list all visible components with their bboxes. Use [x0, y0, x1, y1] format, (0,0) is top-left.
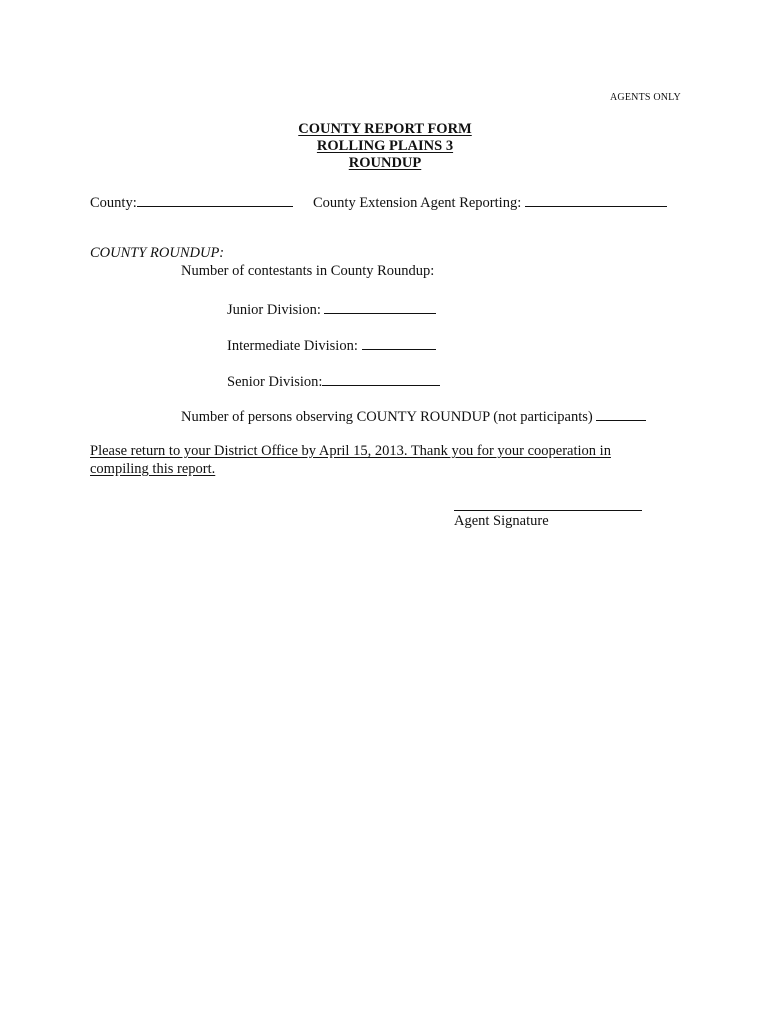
agents-only-label: AGENTS ONLY: [610, 92, 681, 103]
junior-division-row: [227, 299, 436, 319]
agent-label: County Extension Agent Reporting:: [313, 195, 522, 211]
contestants-label: Number of contestants in County Roundup:: [181, 263, 435, 279]
agent-input-line[interactable]: [525, 192, 667, 207]
county-field-row: [90, 192, 293, 212]
county-label: County:: [90, 195, 137, 211]
title-line-1: COUNTY REPORT FORM: [298, 121, 472, 137]
form-title: [0, 121, 770, 172]
return-instructions: Please return to your District Office by April 15, 2013. Thank you for your cooperation in compiling this report.: [90, 443, 611, 477]
intermediate-division-input-line[interactable]: [362, 335, 436, 350]
senior-division-label: Senior Division:: [227, 374, 323, 390]
observers-input-line[interactable]: [596, 406, 646, 421]
signature-label: Agent Signature: [454, 513, 549, 529]
agent-field-row: [313, 192, 667, 212]
intermediate-division-label: Intermediate Division:: [227, 338, 358, 354]
title-line-2: ROLLING PLAINS 3: [316, 138, 454, 154]
junior-division-label: Junior Division:: [227, 302, 321, 318]
signature-line[interactable]: [454, 510, 642, 511]
county-input-line[interactable]: [137, 192, 293, 207]
senior-division-input-line[interactable]: [322, 371, 440, 386]
county-roundup-heading: COUNTY ROUNDUP:: [90, 245, 225, 261]
observers-row: [181, 406, 646, 426]
junior-division-input-line[interactable]: [324, 299, 436, 314]
observers-label: Number of persons observing COUNTY ROUNDUP (not participants): [181, 409, 593, 425]
senior-division-row: [227, 371, 440, 391]
intermediate-division-row: [227, 335, 436, 355]
title-line-3: ROUNDUP: [348, 155, 422, 171]
